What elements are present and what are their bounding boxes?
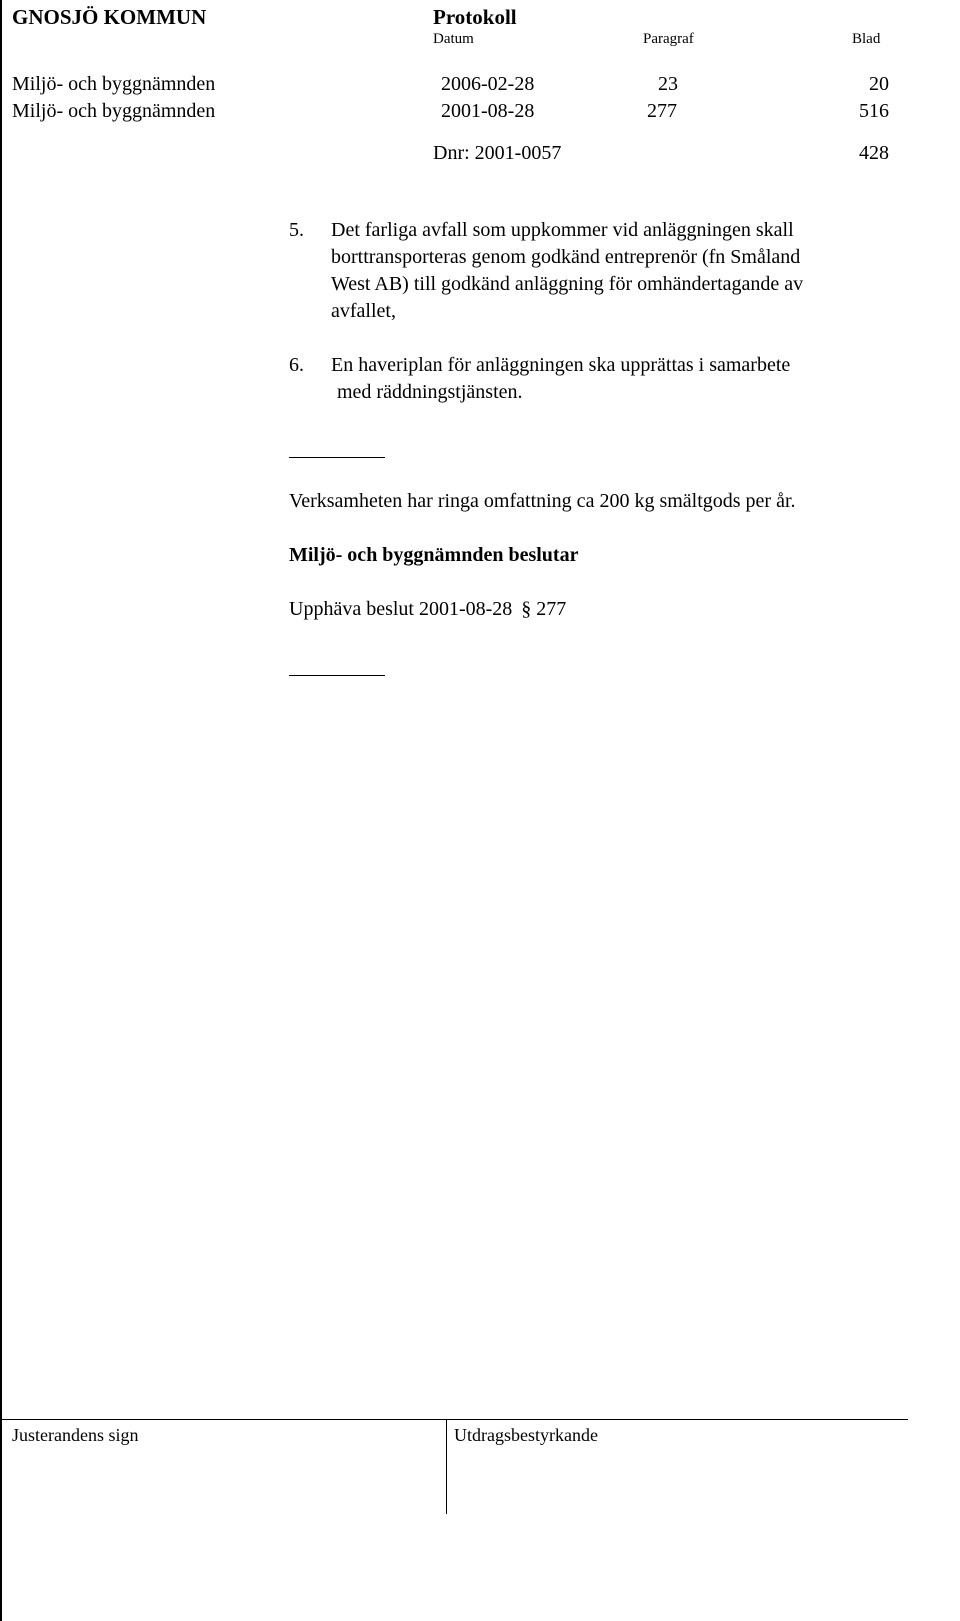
column-label-paragraf: Paragraf <box>643 31 694 47</box>
footer-divider <box>446 1419 447 1514</box>
record-date: 2006-02-28 <box>441 73 535 95</box>
footer-label-justerandens-sign: Justerandens sign <box>12 1425 139 1445</box>
item-text-line: En haveriplan för anläggningen ska upprättas i samarbete <box>331 354 791 376</box>
decision-text: Upphäva beslut 2001-08-28 <box>289 598 513 620</box>
statement-text: Verksamheten har ringa omfattning ca 200 kg smältgods per år. <box>289 490 796 512</box>
record-paragraph: 23 <box>658 73 678 95</box>
item-text-line: borttransporteras genom godkänd entreprenör (fn Småland <box>331 246 801 268</box>
column-label-datum: Datum <box>433 31 474 47</box>
column-label-blad: Blad <box>852 31 881 47</box>
item-number: 5. <box>289 219 304 241</box>
item-text-line: Det farliga avfall som uppkommer vid anläggningen skall <box>331 219 794 241</box>
dnr-label: Dnr: 2001-0057 <box>433 142 562 164</box>
record-body: Miljö- och byggnämnden <box>12 73 216 95</box>
item-text-line: med räddningstjänsten. <box>337 381 523 403</box>
item-text-line: avfallet, <box>331 300 396 322</box>
record-page: 516 <box>859 100 889 122</box>
separator-rule <box>289 675 385 676</box>
record-page: 20 <box>869 73 889 95</box>
record-paragraph: 277 <box>647 100 677 122</box>
decision-line <box>289 596 566 623</box>
document-type: Protokoll <box>433 5 517 29</box>
footer-label-utdragsbestyrkande: Utdragsbestyrkande <box>454 1425 598 1445</box>
decision-paragraph: 277 <box>536 598 567 620</box>
separator-rule <box>289 457 385 458</box>
left-margin-rule <box>0 0 2 1621</box>
item-text-line: West AB) till godkänd anläggning för omhändertagande av <box>331 273 804 295</box>
record-date: 2001-08-28 <box>441 100 535 122</box>
dnr-page: 428 <box>859 142 889 164</box>
organization-name: GNOSJÖ KOMMUN <box>12 5 207 29</box>
section-symbol: § <box>521 598 532 620</box>
footer-rule <box>2 1419 908 1420</box>
item-number: 6. <box>289 354 304 376</box>
decision-heading: Miljö- och byggnämnden beslutar <box>289 544 579 566</box>
record-body: Miljö- och byggnämnden <box>12 100 216 122</box>
